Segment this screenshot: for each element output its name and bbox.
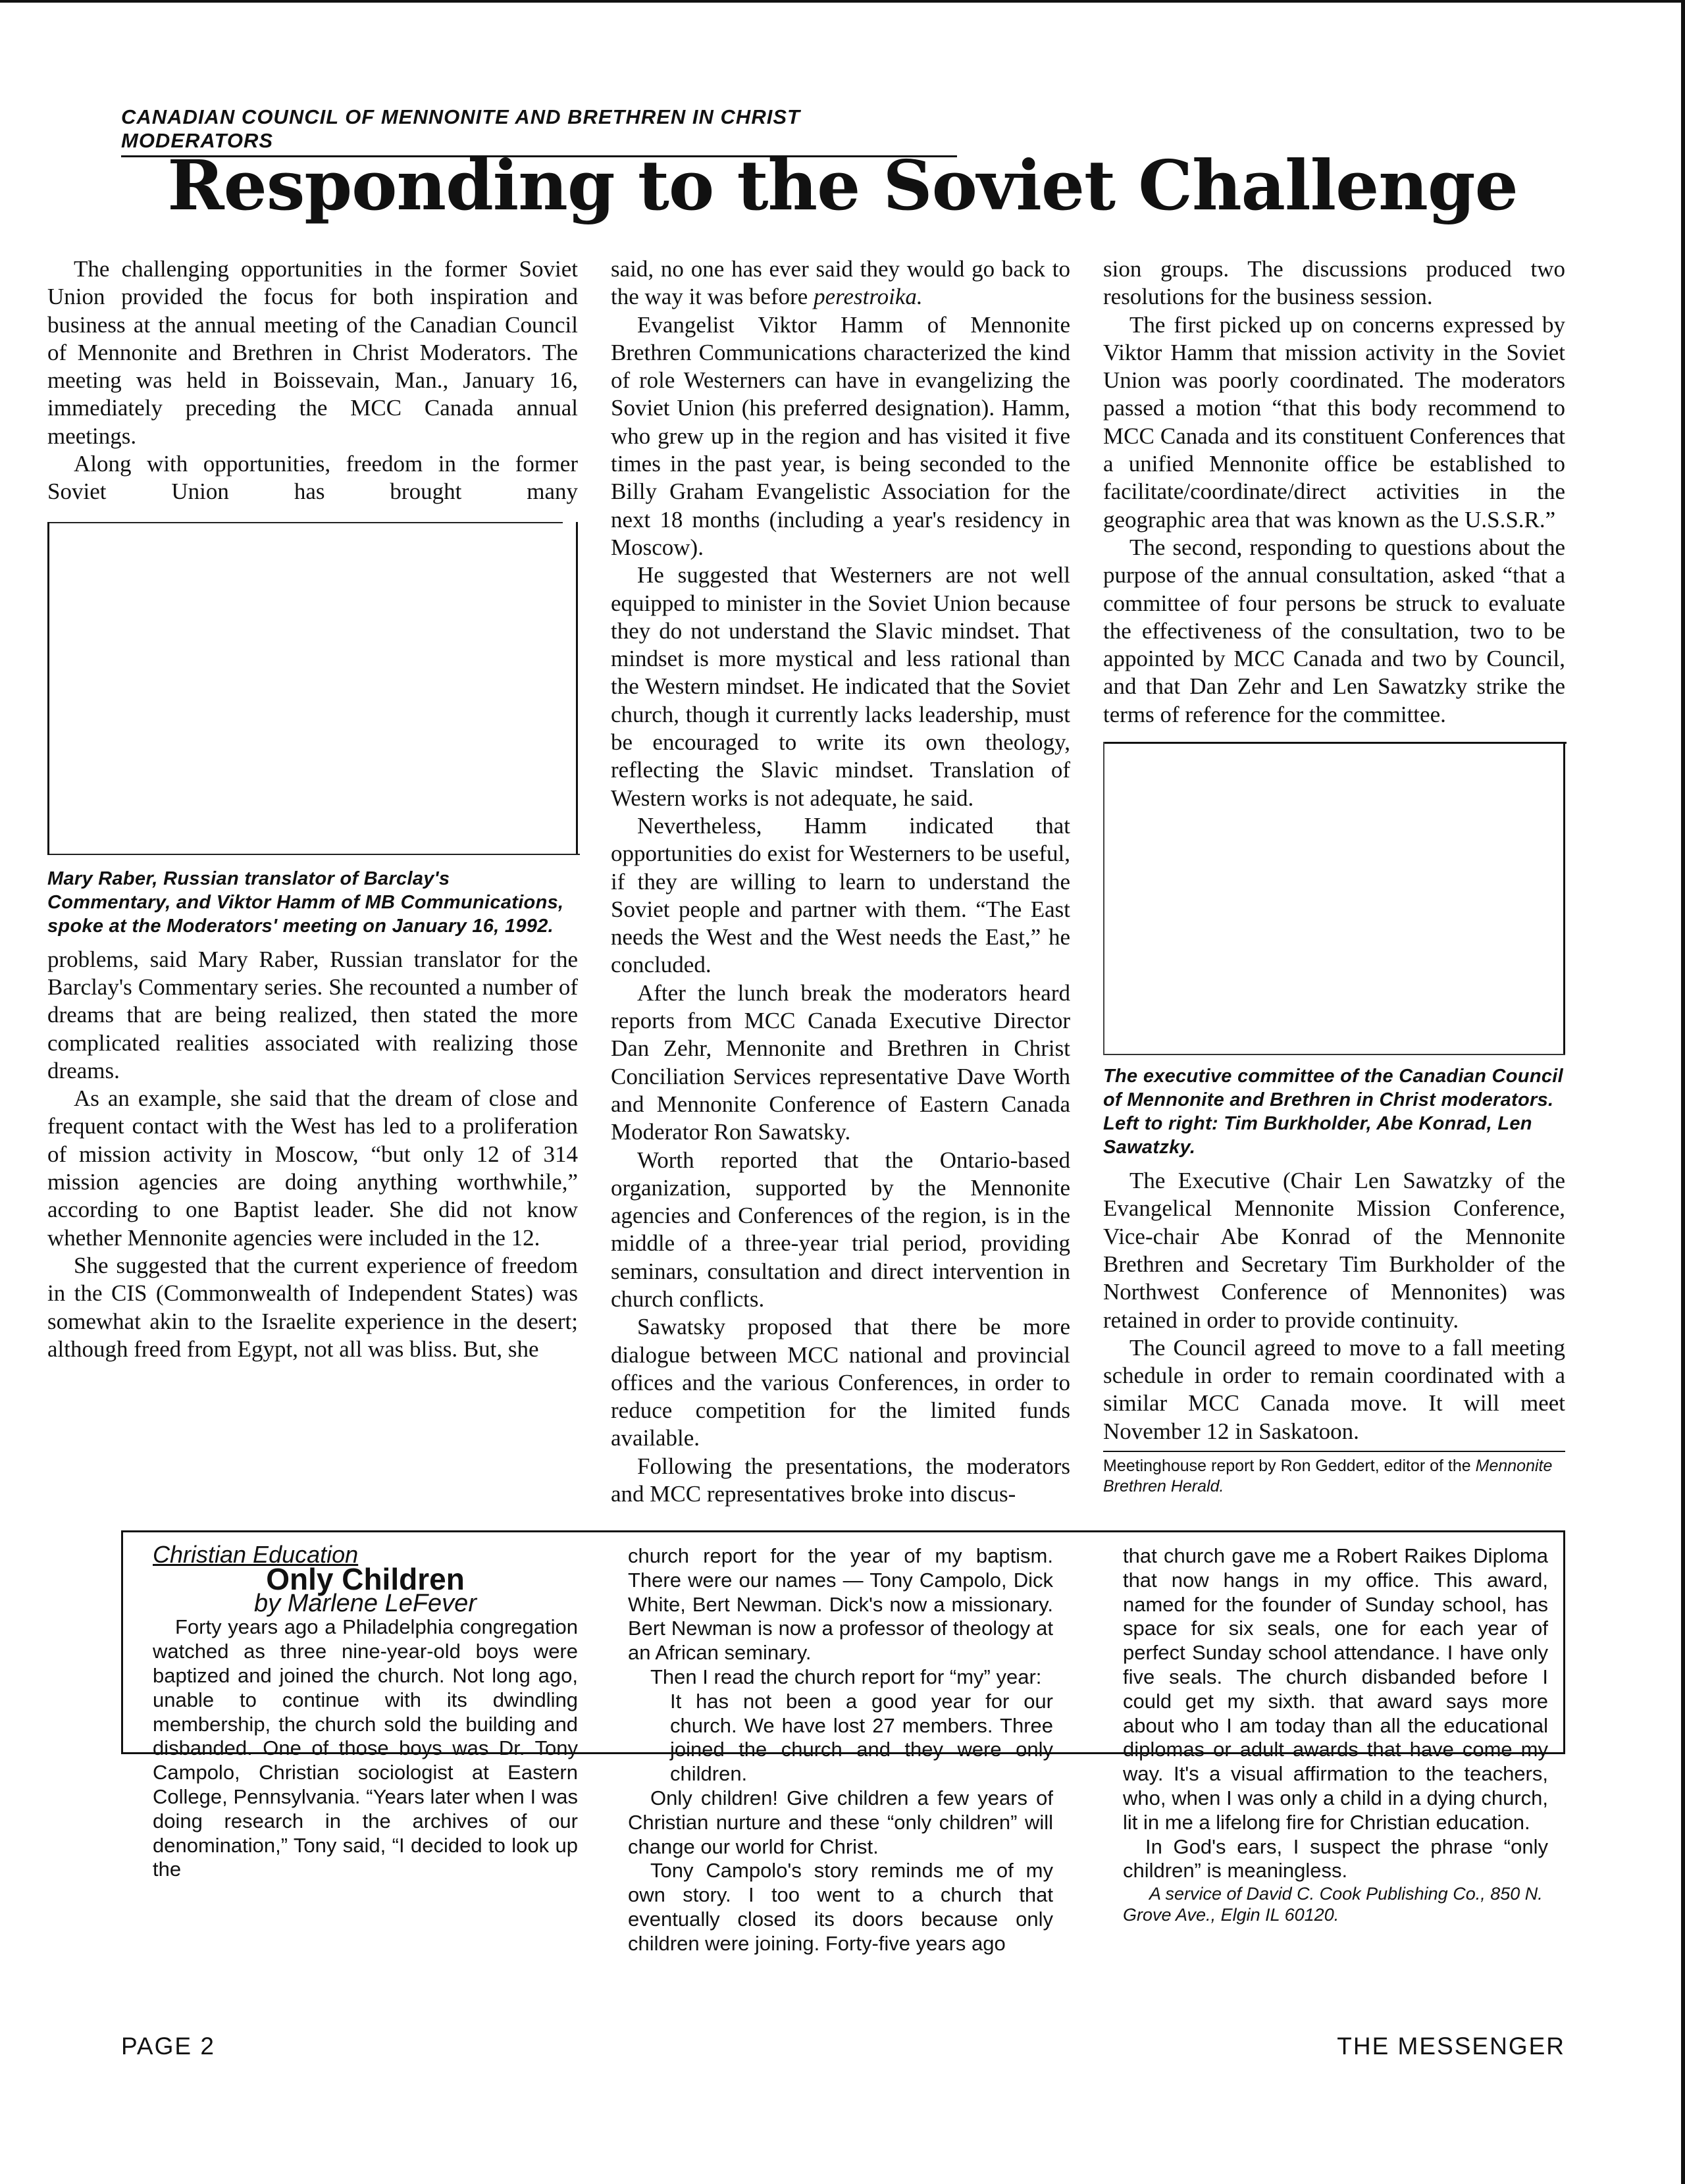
article-column-1 (47, 255, 578, 1363)
photo-caption: The executive committee of the Canadian Council of Mennonite and Brethren in Christ moderators. Left to right: Tim Burkholder, Abe Konrad, Len Sawatzky. (1103, 1066, 1563, 1158)
sidebar-column-2 (628, 1544, 1053, 1956)
paragraph: church report for the year of my baptism. There were our names — Tony Campolo, Dick White, Bert Newman. Dick's now a missionary. Bert Newman is now a professor of theology at an African seminary. (628, 1544, 1053, 1665)
section-kicker: CANADIAN COUNCIL OF MENNONITE AND BRETHREN IN CHRIST MODERATORS (121, 105, 957, 157)
paragraph: Evangelist Viktor Hamm of Mennonite Brethren Communications characterized the kind of role Westerners can have in evangelizing the Soviet Union (his preferred designation). Hamm, who grew up in the region and has visited it five times in the past year, is being seconded to the Billy Graham Evangelistic Association for the next 18 months (including a year's residency in Moscow). (611, 311, 1070, 560)
article-column-3 (1103, 255, 1565, 1497)
publication-name: THE MESSENGER (1337, 2033, 1565, 2060)
paragraph: After the lunch break the moderators heard reports from MCC Canada Executive Director Dan Zehr, Mennonite and Brethren in Christ Conciliation Services representative Dave Worth and Mennonite Conference of Eastern Canada Moderator Ron Sawatsky. (611, 979, 1070, 1145)
paragraph: Following the presentations, the moderators and MCC representatives broke into discus- (611, 1453, 1070, 1507)
paragraph: Along with opportunities, freedom in the former Soviet Union has brought many (47, 451, 578, 505)
photo-caption: Mary Raber, Russian translator of Barclay's Commentary, and Viktor Hamm of MB Communications, spoke at the Moderators' meeting on January 16, 1992. (47, 868, 564, 937)
block-quote: It has not been a good year for our church. We have lost 27 members. Three joined the church and they were only children. (670, 1689, 1053, 1786)
photo-executive-committee (1103, 742, 1565, 1055)
article-headline: Responding to the Soviet Challenge (167, 145, 1518, 226)
paragraph: Then I read the church report for “my” year: (650, 1665, 1042, 1688)
paragraph (611, 255, 1070, 311)
paragraph: She suggested that the current experience of freedom in the CIS (Commonwealth of Independent States) was somewhat akin to the Israelite experience in the desert; although freed from Egypt, not all was bliss. But, she (47, 1252, 578, 1362)
paragraph: The Executive (Chair Len Sawatzky of the Evangelical Mennonite Mission Conference, Vice-chair Abe Konrad of the Mennonite Brethren and Secretary Tim Burkholder of the Northwest Conference of Mennonites) was retained in order to provide continuity. (1103, 1168, 1565, 1333)
paragraph: Tony Campolo's story reminds me of my own story. I too went to a church that eventually closed its doors because only children were joining. Forty-five years ago (628, 1859, 1053, 1955)
article-column-2 (611, 255, 1070, 1508)
paragraph: The Council agreed to move to a fall meeting schedule in order to remain coordinated with a similar MCC Canada move. It will meet November 12 in Saskatoon. (1103, 1334, 1565, 1444)
sidebar-column-3 (1123, 1544, 1548, 1925)
credit-publication: Mennonite Brethren Herald. (1103, 1457, 1553, 1496)
paragraph: Only children! Give children a few years of Christian nurture and these “only children” will change our world for Christ. (628, 1786, 1053, 1858)
emphasis: perestroika. (814, 284, 923, 310)
sidebar-column-1 (153, 1543, 578, 1882)
paragraph: Worth reported that the Ontario-based organization, supported by the Mennonite agencies and Conferences of the region, is in the middle of a three-year trial period, providing seminars, consultation and direct intervention in church conflicts. (611, 1147, 1070, 1312)
paragraph: Forty years ago a Philadelphia congregation watched as three nine-year-old boys were baptized and joined the church. Not long ago, unable to continue with its dwindling membership, the church sold the building and disbanded. One of those boys was Dr. Tony Campolo, Christian sociologist at Eastern College, Pennsylvania. “Years later when I was doing research in the archives of our denomination,” Tony said, “I decided to look up the (153, 1615, 578, 1881)
paragraph: As an example, she said that the dream of close and frequent contact with the West has led to a proliferation of mission activity in Moscow, “but only 12 of 314 mission agencies are doing anything worthwhile,” according to one Baptist leader. She did not know whether Mennonite agencies were included in the 12. (47, 1085, 578, 1251)
credit-text: Meetinghouse report by Ron Geddert, editor of the (1103, 1457, 1476, 1476)
report-credit (1103, 1451, 1565, 1497)
paragraph: The first picked up on concerns expressed by Viktor Hamm that mission activity in the Soviet Union was poorly coordinated. The moderators passed a motion “that this body recommend to MCC Canada and its constituent Conferences that a unified Mennonite office be established to facilitate/coordinate/direct activities in the geographic area that was known as the U.S.S.R.” (1103, 311, 1565, 533)
sidebar-section-label: Christian Education (153, 1541, 359, 1568)
paragraph: problems, said Mary Raber, Russian translator for the Barclay's Commentary series. She recounted a number of dreams that are being realized, then stated the more complicated realities associated with realizing those dreams. (47, 946, 578, 1083)
paragraph: that church gave me a Robert Raikes Diploma that now hangs in my office. This award, named for the founder of Sunday school, has space for six seals, one for each year of perfect Sunday school attendance. I have only five seals. The church disbanded before I could get my sixth. that award says more about who I am today than all the educational diplomas or adult awards that have come my way. It's a visual affirmation to the teachers, who, when I was only a child in a dying church, lit in me a lifelong fire for Christian education. (1123, 1544, 1548, 1834)
page-number: PAGE 2 (121, 2033, 215, 2060)
paragraph: The challenging opportunities in the former Soviet Union provided the focus for both inspiration and business at the annual meeting of the Canadian Council of Mennonite and Brethren in Christ Moderators. The meeting was held in Boissevain, Man., January 16, immediately preceding the MCC Canada annual meetings. (47, 256, 578, 449)
paragraph: He suggested that Westerners are not well equipped to minister in the Soviet Union because they do not understand the Slavic mindset. That mindset is more mystical and less rational than the Western mindset. He indicated that the Soviet church, though it currently lacks leadership, must be encouraged to write its own theology, reflecting the Slavic mindset. Translation of Western works is not adequate, he said. (611, 562, 1070, 811)
publisher-note: A service of David C. Cook Publishing Co., 850 N. Grove Ave., Elgin IL 60120. (1123, 1884, 1543, 1925)
paragraph: The second, responding to questions about the purpose of the annual consultation, asked “that a committee of four persons be struck to evaluate the effectiveness of the consultation, two to be appointed by MCC Canada and two by Council, and that Dan Zehr and Len Sawatzky strike the terms of reference for the committee. (1103, 534, 1565, 727)
paragraph: Sawatsky proposed that there be more dialogue between MCC national and provincial offices and the various Conferences, in order to reduce competition for the limited funds available. (611, 1314, 1070, 1451)
photo-raber-hamm (47, 522, 578, 855)
paragraph-text: said, no one has ever said they would go back to the way it was before (611, 256, 1070, 310)
sidebar-byline: by Marlene LeFever (254, 1589, 477, 1617)
paragraph: sion groups. The discussions produced two resolutions for the business session. (1103, 256, 1565, 310)
paragraph: In God's ears, I suspect the phrase “only children” is meaningless. (1123, 1834, 1548, 1883)
sidebar-title: Only Children (266, 1561, 465, 1596)
paragraph: Nevertheless, Hamm indicated that opportunities do exist for Westerners to be useful, if they are willing to learn to understand the Soviet people and partner with them. “The East needs the West and the West needs the East,” he concluded. (611, 812, 1070, 978)
